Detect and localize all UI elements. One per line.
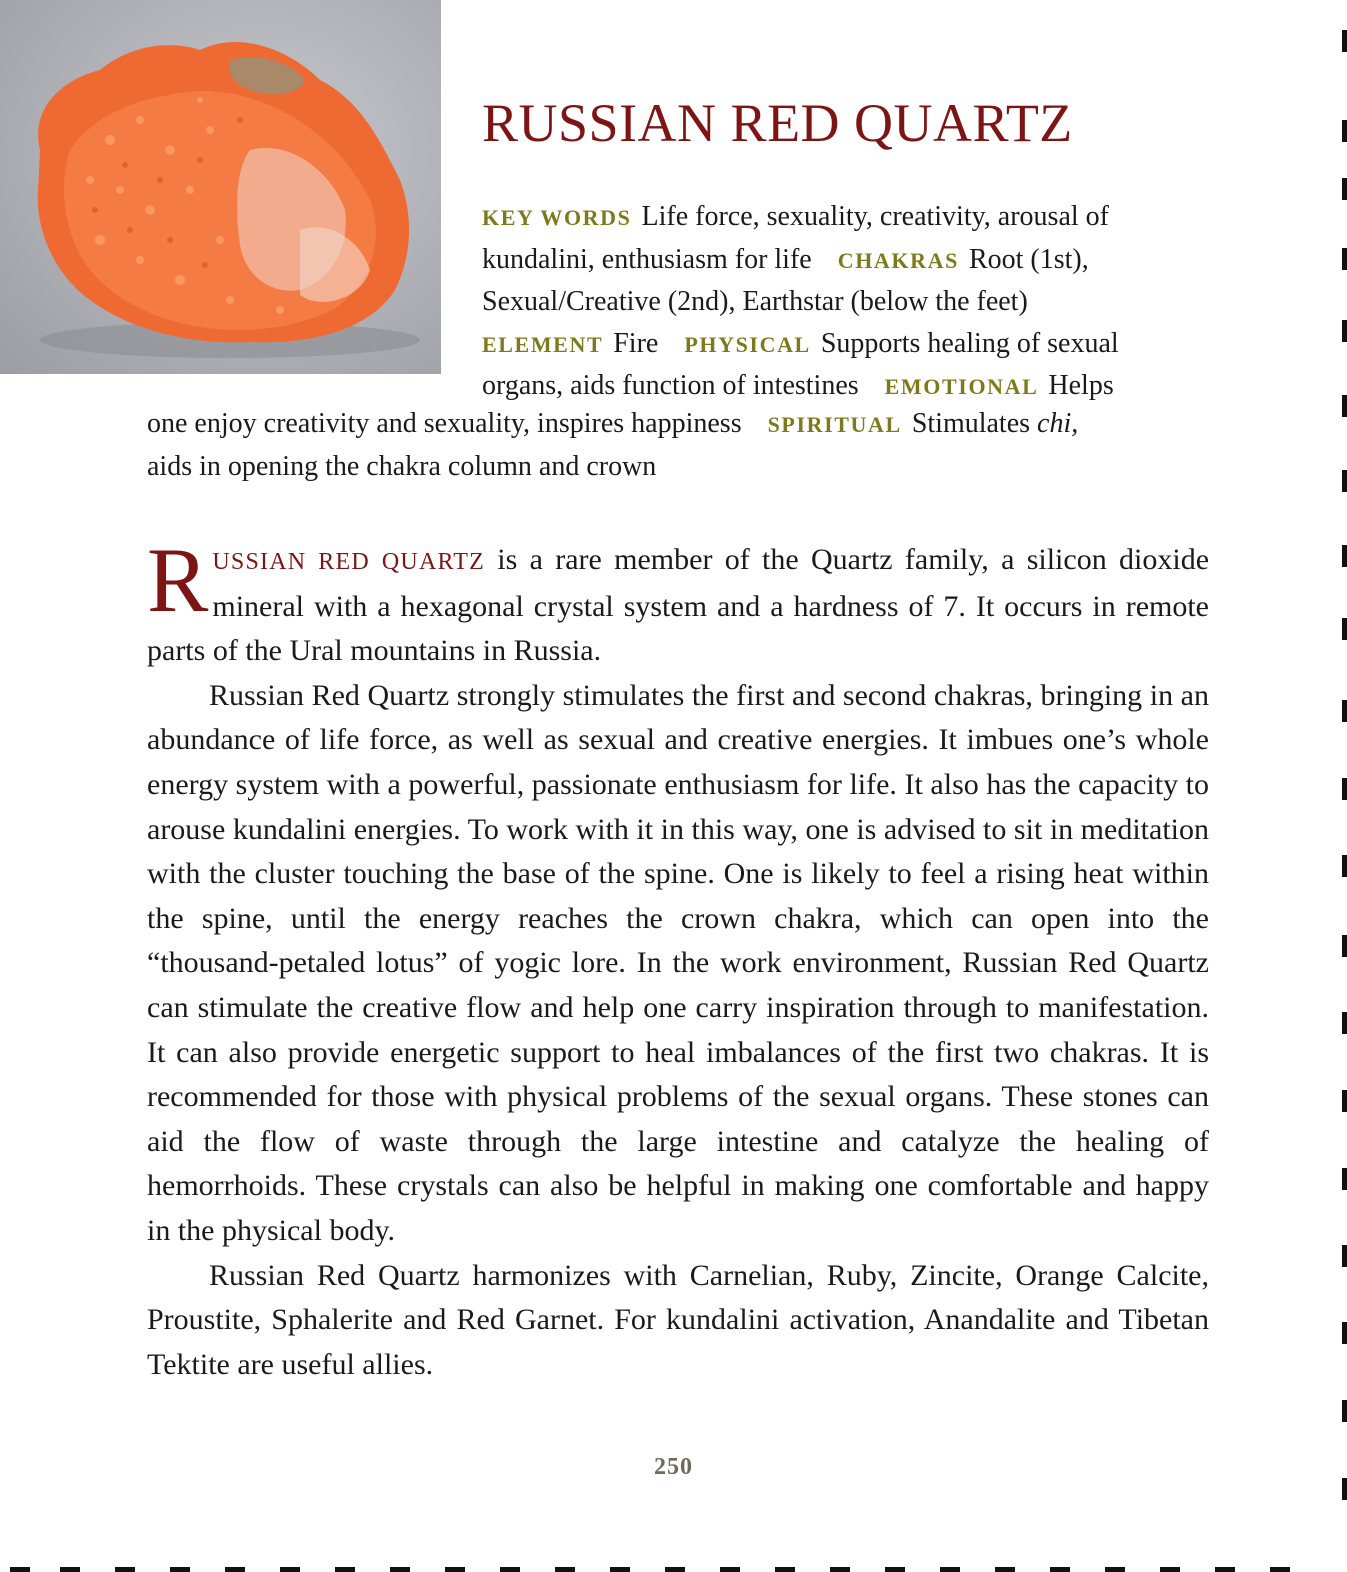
properties-block-continued: one enjoy creativity and sexuality, inspires happiness SPIRITUAL Stimulates chi, aids in opening the chakra column and crown	[147, 408, 1079, 482]
russian-red-quartz-crystal-image	[0, 0, 441, 374]
emotional-label: EMOTIONAL	[884, 374, 1039, 399]
page-number: 250	[654, 1454, 693, 1480]
physical-label: PHYSICAL	[684, 331, 811, 357]
element-label: ELEMENT	[482, 331, 604, 357]
element-value: Fire	[613, 327, 659, 359]
paragraph-1	[147, 529, 1210, 674]
body-text	[147, 529, 1210, 1387]
properties-block: KEY WORDS Life force, sexuality, creativity, arousal of kundalini, enthusiasm for life CHAKRAS Root (1st), Sexual/Creative (2nd), Earthstar (below the feet) ELEMENT Fire PHYSICAL Supports healing of sexual organs, aids function of intestines EMOTIONAL Helps	[482, 201, 1119, 401]
chakras-label: CHAKRAS	[837, 247, 959, 273]
paragraph-2: Russian Red Quartz strongly stimulates the first and second chakras, bringing in an abundance of life force, as well as sexual and creative energies. It imbues one’s whole energy system with a powerful, passionate enthusiasm for life. It also has the capacity to arouse kundalini energies. To work with it in this way, one is advised to sit in meditation with the cluster touching the base of the spine. One is likely to feel a rising heat within the spine, until the energy reaches the crown chakra, which can open into the “thousand-petaled lotus” of yogic lore. In the work environment, Russian Red Quartz can stimulate the creative flow and help one carry inspiration through to manifestation. It can also provide energetic support to heal imbalances of the first two chakras. It is recommended for those with physical problems of the sexual organs. These stones can aid the flow of waste through the large intestine and catalyze the healing of hemorrhoids. These crystals can also be helpful in making one comfortable and happy in the physical body.	[147, 678, 1209, 1247]
keywords-label: KEY WORDS	[482, 205, 632, 230]
paragraph-3: Russian Red Quartz harmonizes with Carnelian, Ruby, Zincite, Orange Calcite, Proustite, Sphalerite and Red Garnet. For kundalini activation, Anandalite and Tibetan Tektite are useful allies.	[147, 1258, 1209, 1381]
paragraph-1-text: is a rare member of the Quartz family, a silicon dioxide mineral with a hexagonal crystal system and a hardness of 7. It occurs in remote parts of the Ural mountains in Russia.	[147, 543, 1210, 668]
spiritual-label: SPIRITUAL	[767, 412, 902, 437]
drop-cap: R	[147, 529, 209, 631]
crystal-photo	[0, 0, 441, 374]
page-title: RUSSIAN RED QUARTZ	[482, 93, 1073, 153]
lead-small-caps: USSIAN RED QUARTZ	[212, 549, 485, 575]
